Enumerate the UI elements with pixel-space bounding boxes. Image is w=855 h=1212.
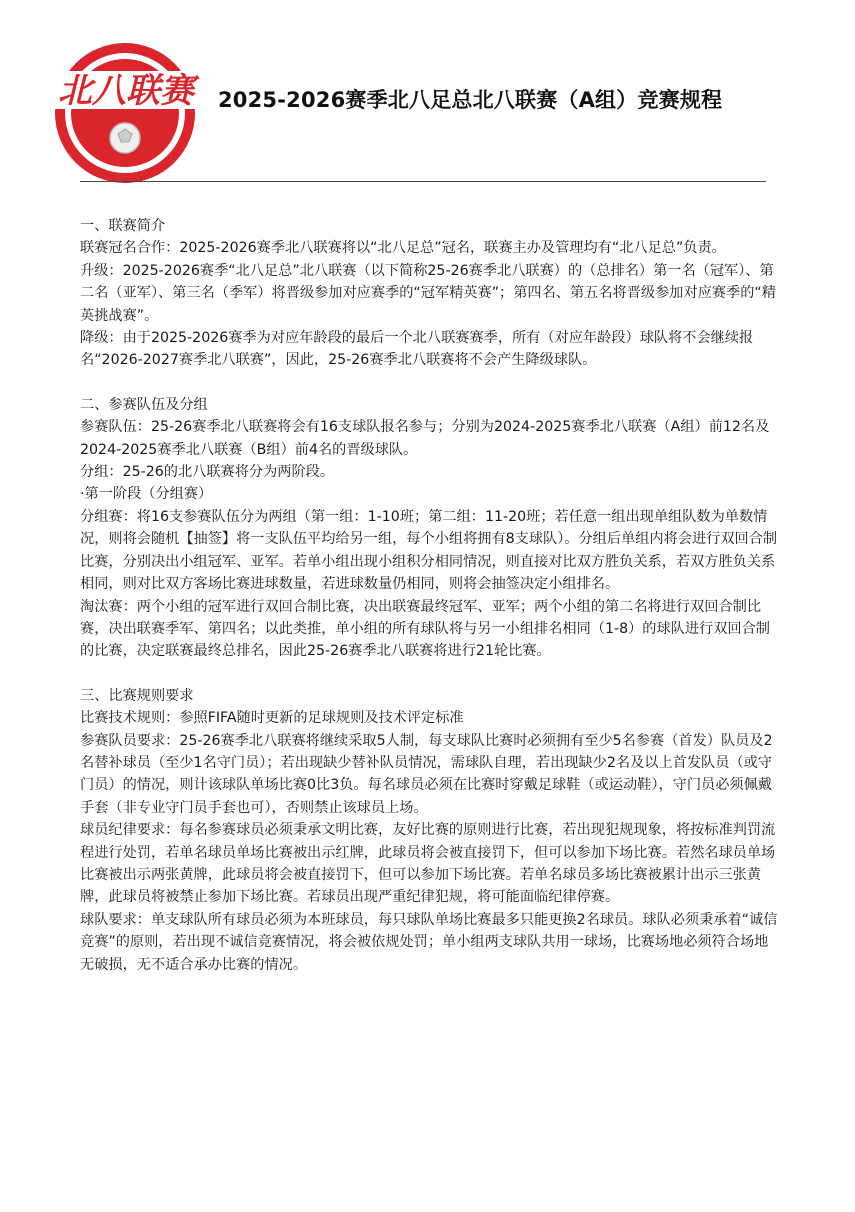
paragraph: 分组：25-26的北八联赛将分为两阶段。	[80, 464, 335, 481]
paragraph: 降级：由于2025-2026赛季为对应年龄段的最后一个北八联赛赛季，所有（对应年龄段）球队将不会继续报名“2026-2027赛季北八联赛”，因此，25-26赛季北八联赛将不会产生降级球队。	[80, 330, 754, 369]
paragraph: 升级：2025-2026赛季“北八足总”北八联赛（以下简称25-26赛季北八联赛）的（总排名）第一名（冠军）、第二名（亚军）、第三名（季军）将晋级参加对应赛季的“冠军精英赛”；第四名、第五名将晋级参加对应赛季的“精英挑战赛”。	[80, 262, 776, 324]
paragraph: 淘汰赛：两个小组的冠军进行双回合制比赛，决出联赛最终冠军、亚军；两个小组的第二名将进行双回合制比赛，决出联赛季军、第四名；以此类推，单小组的所有球队将与另一小组排名相同（1-8）的球队进行双回合制的比赛，决定联赛最终总排名，因此25-26赛季北八联赛将进行21轮比赛。	[80, 598, 770, 660]
header-divider	[80, 181, 766, 182]
paragraph: 比赛技术规则：参照FIFA随时更新的足球规则及技术评定标准	[80, 710, 464, 727]
paragraph: 参赛队员要求：25-26赛季北八联赛将继续采取5人制，每支球队比赛时必须拥有至少5名参赛（首发）队员及2名替补球员（至少1名守门员）；若出现缺少替补队员情况，需球队自理，若出现缺少2名及以上首发队员（或守门员）的情况，则计该球队单场比赛0比3负。每名球员必须在比赛时穿戴足球鞋（或运动鞋），守门员必须佩戴手套（非专业守门员手套也可），否则禁止该球员上场。	[80, 732, 773, 816]
paragraph: ·第一阶段（分组赛）	[80, 486, 213, 503]
league-logo	[48, 38, 203, 188]
paragraph: 联赛冠名合作：2025-2026赛季北八联赛将以“北八足总”冠名，联赛主办及管理均有“北八足总”负责。	[80, 240, 726, 257]
paragraph: 球员纪律要求：每名参赛球员必须秉承文明比赛，友好比赛的原则进行比赛，若出现犯规现象，将按标准判罚流程进行处罚，若单名球员单场比赛被出示红牌，此球员将会被直接罚下，但可以参加下场比赛。若然名球员单场比赛被出示两张黄牌，此球员将会被直接罚下，但可以参加下场比赛。若单名球员多场比赛被累计出示三张黄牌，此球员将被禁止参加下场比赛。若球员出现严重纪律犯规，将可能面临纪律停赛。	[80, 822, 776, 906]
section-rules	[80, 685, 780, 976]
document-header	[0, 0, 855, 175]
logo-text: 北八联赛	[58, 71, 194, 111]
section-intro	[80, 215, 780, 372]
section-heading: 三、比赛规则要求	[80, 687, 194, 704]
section-heading: 一、联赛简介	[80, 218, 166, 234]
page-title: 2025-2026赛季北八足总北八联赛（A组）竞赛规程	[218, 88, 723, 112]
paragraph: 球队要求：单支球队所有球员必须为本班球员，每只球队单场比赛最多只能更换2名球员。球队必须秉承着“诚信竞赛”的原则，若出现不诚信竞赛情况，将会被依规处罚；单小组两支球队共用一球场，比赛场地必须符合场地无破损，无不适合承办比赛的情况。	[80, 911, 778, 973]
section-teams	[80, 394, 780, 663]
paragraph: 分组赛：将16支参赛队伍分为两组（第一组：1-10班；第二组：11-20班；若任意一组出现单组队数为单数情况，则将会随机【抽签】将一支队伍平均给另一组，每个小组将拥有8支球队）。分组后单组内将会进行双回合制比赛，分别决出小组冠军、亚军。若单小组出现小组积分相同情况，则直接对比双方胜负关系，若双方胜负关系相同，则对比双方客场比赛进球数量，若进球数量仍相同，则将会抽签决定小组排名。	[80, 508, 778, 593]
document-body	[80, 215, 780, 998]
section-heading: 二、参赛队伍及分组	[80, 396, 208, 413]
paragraph: 参赛队伍：25-26赛季北八联赛将会有16支球队报名参与；分别为2024-2025赛季北八联赛（A组）前12名及2024-2025赛季北八联赛（B组）前4名的晋级球队。	[80, 419, 770, 458]
